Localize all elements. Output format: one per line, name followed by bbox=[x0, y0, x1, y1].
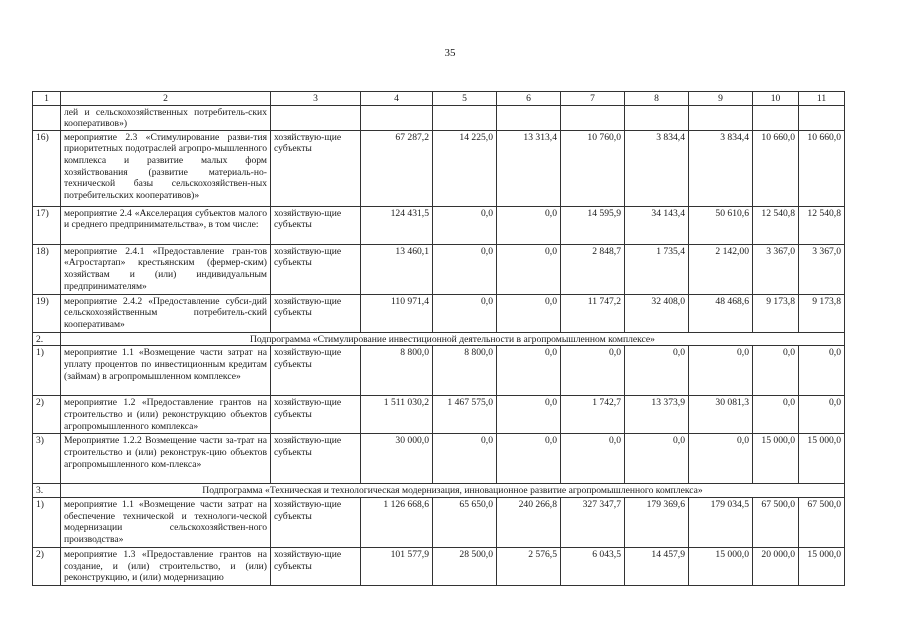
value-cell: 10 660,0 bbox=[799, 130, 845, 206]
value-cell: 13 313,4 bbox=[497, 130, 561, 206]
section-row bbox=[33, 484, 845, 498]
table-row bbox=[33, 547, 845, 585]
value-cell: 10 660,0 bbox=[753, 130, 799, 206]
value-cell: 15 000,0 bbox=[753, 434, 799, 484]
empty-cell bbox=[271, 105, 361, 130]
value-cell: 0,0 bbox=[497, 346, 561, 396]
header-cell: 11 bbox=[799, 92, 845, 106]
value-cell: 8 800,0 bbox=[361, 346, 433, 396]
empty-cell bbox=[625, 105, 689, 130]
empty-cell bbox=[689, 105, 753, 130]
value-cell: 240 266,8 bbox=[497, 497, 561, 547]
value-cell: 9 173,8 bbox=[799, 294, 845, 332]
value-cell: 34 143,4 bbox=[625, 206, 689, 244]
value-cell: 101 577,9 bbox=[361, 547, 433, 585]
row-subjects: хозяйствую-щие субъекты bbox=[271, 244, 361, 294]
value-cell: 0,0 bbox=[433, 434, 497, 484]
value-cell: 179 369,6 bbox=[625, 497, 689, 547]
empty-cell bbox=[561, 105, 625, 130]
empty-cell bbox=[433, 105, 497, 130]
value-cell: 50 610,6 bbox=[689, 206, 753, 244]
value-cell: 2 142,00 bbox=[689, 244, 753, 294]
value-cell: 15 000,0 bbox=[799, 434, 845, 484]
value-cell: 6 043,5 bbox=[561, 547, 625, 585]
value-cell: 0,0 bbox=[625, 434, 689, 484]
table-row bbox=[33, 346, 845, 396]
value-cell: 0,0 bbox=[433, 206, 497, 244]
value-cell: 179 034,5 bbox=[689, 497, 753, 547]
empty-cell bbox=[33, 105, 61, 130]
value-cell: 3 834,4 bbox=[689, 130, 753, 206]
value-cell: 0,0 bbox=[497, 206, 561, 244]
empty-cell bbox=[753, 105, 799, 130]
header-cell: 8 bbox=[625, 92, 689, 106]
value-cell: 1 467 575,0 bbox=[433, 396, 497, 434]
row-index: 1) bbox=[33, 346, 61, 396]
header-cell: 7 bbox=[561, 92, 625, 106]
row-description: мероприятие 1.2 «Предоставление грантов на строительство и (или) реконструкцию объектов агропромышленного комплекса» bbox=[61, 396, 271, 434]
header-cell: 3 bbox=[271, 92, 361, 106]
empty-cell bbox=[799, 105, 845, 130]
row-description: лей и сельскохозяйственных потребитель-ских кооперативов») bbox=[61, 105, 271, 130]
value-cell: 13 373,9 bbox=[625, 396, 689, 434]
row-index: 16) bbox=[33, 130, 61, 206]
row-subjects: хозяйствую-щие субъекты bbox=[271, 434, 361, 484]
value-cell: 14 595,9 bbox=[561, 206, 625, 244]
value-cell: 9 173,8 bbox=[753, 294, 799, 332]
value-cell: 67 500,0 bbox=[753, 497, 799, 547]
table-row-continuation bbox=[33, 105, 845, 130]
value-cell: 8 800,0 bbox=[433, 346, 497, 396]
row-index: 19) bbox=[33, 294, 61, 332]
row-index: 1) bbox=[33, 497, 61, 547]
row-subjects: хозяйствую-щие субъекты bbox=[271, 547, 361, 585]
value-cell: 30 081,3 bbox=[689, 396, 753, 434]
row-subjects: хозяйствую-щие субъекты bbox=[271, 294, 361, 332]
row-description: мероприятие 2.4.1 «Предоставление гран-тов «Агростартап» крестьянским (фермер-ским) хозяйствам и (или) индивидуальным предпринимателям» bbox=[61, 244, 271, 294]
value-cell: 12 540,8 bbox=[799, 206, 845, 244]
row-subjects: хозяйствую-щие субъекты bbox=[271, 130, 361, 206]
value-cell: 20 000,0 bbox=[753, 547, 799, 585]
row-description: мероприятие 1.1 «Возмещение части затрат на обеспечение технической и технологи-ческой модернизации сельскохозяйствен-ного производства» bbox=[61, 497, 271, 547]
value-cell: 10 760,0 bbox=[561, 130, 625, 206]
value-cell: 3 367,0 bbox=[799, 244, 845, 294]
row-description: мероприятие 2.3 «Стимулирование разви-тия приоритетных подотраслей агропро-мышленного комплекса и развитие малых форм хозяйствования (развитие материаль-но-технической базы сельскохозяйствен-ных потребительских кооперативов)» bbox=[61, 130, 271, 206]
value-cell: 0,0 bbox=[799, 396, 845, 434]
budget-table bbox=[32, 91, 845, 586]
value-cell: 15 000,0 bbox=[689, 547, 753, 585]
value-cell: 0,0 bbox=[753, 396, 799, 434]
header-cell: 2 bbox=[61, 92, 271, 106]
header-cell: 4 bbox=[361, 92, 433, 106]
section-row bbox=[33, 332, 845, 346]
value-cell: 0,0 bbox=[497, 294, 561, 332]
header-cell: 10 bbox=[753, 92, 799, 106]
row-description: мероприятие 1.1 «Возмещение части затрат на уплату процентов по инвестиционным кредитам (займам) в агропромышленном комплексе» bbox=[61, 346, 271, 396]
row-index: 17) bbox=[33, 206, 61, 244]
value-cell: 30 000,0 bbox=[361, 434, 433, 484]
value-cell: 3 367,0 bbox=[753, 244, 799, 294]
value-cell: 0,0 bbox=[561, 346, 625, 396]
row-description: Мероприятие 1.2.2 Возмещение части за-трат на строительство и (или) реконструк-цию объектов агропромышленного ком-плекса» bbox=[61, 434, 271, 484]
value-cell: 327 347,7 bbox=[561, 497, 625, 547]
header-cell: 6 bbox=[497, 92, 561, 106]
value-cell: 0,0 bbox=[561, 434, 625, 484]
row-index: 18) bbox=[33, 244, 61, 294]
value-cell: 11 747,2 bbox=[561, 294, 625, 332]
header-cell: 5 bbox=[433, 92, 497, 106]
value-cell: 110 971,4 bbox=[361, 294, 433, 332]
value-cell: 0,0 bbox=[497, 434, 561, 484]
row-subjects: хозяйствую-щие субъекты bbox=[271, 396, 361, 434]
row-description: мероприятие 1.3 «Предоставление грантов на создание, и (или) строительство, и (или) реконструкцию, и (или) модернизацию bbox=[61, 547, 271, 585]
value-cell: 12 540,8 bbox=[753, 206, 799, 244]
value-cell: 0,0 bbox=[497, 244, 561, 294]
table-row bbox=[33, 294, 845, 332]
section-title: Подпрограмма «Техническая и технологическая модернизация, инновационное развитие агропромышленного комплекса» bbox=[61, 484, 845, 498]
header-cell: 1 bbox=[33, 92, 61, 106]
section-title: Подпрограмма «Стимулирование инвестиционной деятельности в агропромышленном комплексе» bbox=[61, 332, 845, 346]
empty-cell bbox=[361, 105, 433, 130]
value-cell: 67 287,2 bbox=[361, 130, 433, 206]
table-row bbox=[33, 497, 845, 547]
value-cell: 0,0 bbox=[497, 396, 561, 434]
value-cell: 0,0 bbox=[625, 346, 689, 396]
table-row bbox=[33, 396, 845, 434]
value-cell: 28 500,0 bbox=[433, 547, 497, 585]
value-cell: 48 468,6 bbox=[689, 294, 753, 332]
value-cell: 0,0 bbox=[433, 294, 497, 332]
row-index: 2) bbox=[33, 547, 61, 585]
row-index: 3) bbox=[33, 434, 61, 484]
value-cell: 1 742,7 bbox=[561, 396, 625, 434]
row-subjects: хозяйствую-щие субъекты bbox=[271, 346, 361, 396]
row-description: мероприятие 2.4.2 «Предоставление субси-дий сельскохозяйственным потребитель-ский кооперативам» bbox=[61, 294, 271, 332]
value-cell: 3 834,4 bbox=[625, 130, 689, 206]
table-row bbox=[33, 434, 845, 484]
header-cell: 9 bbox=[689, 92, 753, 106]
value-cell: 0,0 bbox=[753, 346, 799, 396]
table-row bbox=[33, 244, 845, 294]
value-cell: 14 225,0 bbox=[433, 130, 497, 206]
page-number: 35 bbox=[444, 47, 456, 59]
section-index: 2. bbox=[33, 332, 61, 346]
value-cell: 13 460,1 bbox=[361, 244, 433, 294]
value-cell: 1 511 030,2 bbox=[361, 396, 433, 434]
empty-cell bbox=[497, 105, 561, 130]
row-subjects: хозяйствую-щие субъекты bbox=[271, 497, 361, 547]
value-cell: 1 126 668,6 bbox=[361, 497, 433, 547]
value-cell: 15 000,0 bbox=[799, 547, 845, 585]
table-row bbox=[33, 206, 845, 244]
value-cell: 67 500,0 bbox=[799, 497, 845, 547]
value-cell: 0,0 bbox=[799, 346, 845, 396]
value-cell: 124 431,5 bbox=[361, 206, 433, 244]
value-cell: 0,0 bbox=[689, 346, 753, 396]
value-cell: 14 457,9 bbox=[625, 547, 689, 585]
value-cell: 32 408,0 bbox=[625, 294, 689, 332]
value-cell: 1 735,4 bbox=[625, 244, 689, 294]
table-row bbox=[33, 130, 845, 206]
value-cell: 0,0 bbox=[689, 434, 753, 484]
value-cell: 0,0 bbox=[433, 244, 497, 294]
header-row bbox=[33, 92, 845, 106]
row-index: 2) bbox=[33, 396, 61, 434]
value-cell: 2 576,5 bbox=[497, 547, 561, 585]
row-description: мероприятие 2.4 «Акселерация субъектов малого и среднего предпринимательства», в том числе: bbox=[61, 206, 271, 244]
value-cell: 2 848,7 bbox=[561, 244, 625, 294]
row-subjects: хозяйствую-щие субъекты bbox=[271, 206, 361, 244]
value-cell: 65 650,0 bbox=[433, 497, 497, 547]
section-index: 3. bbox=[33, 484, 61, 498]
